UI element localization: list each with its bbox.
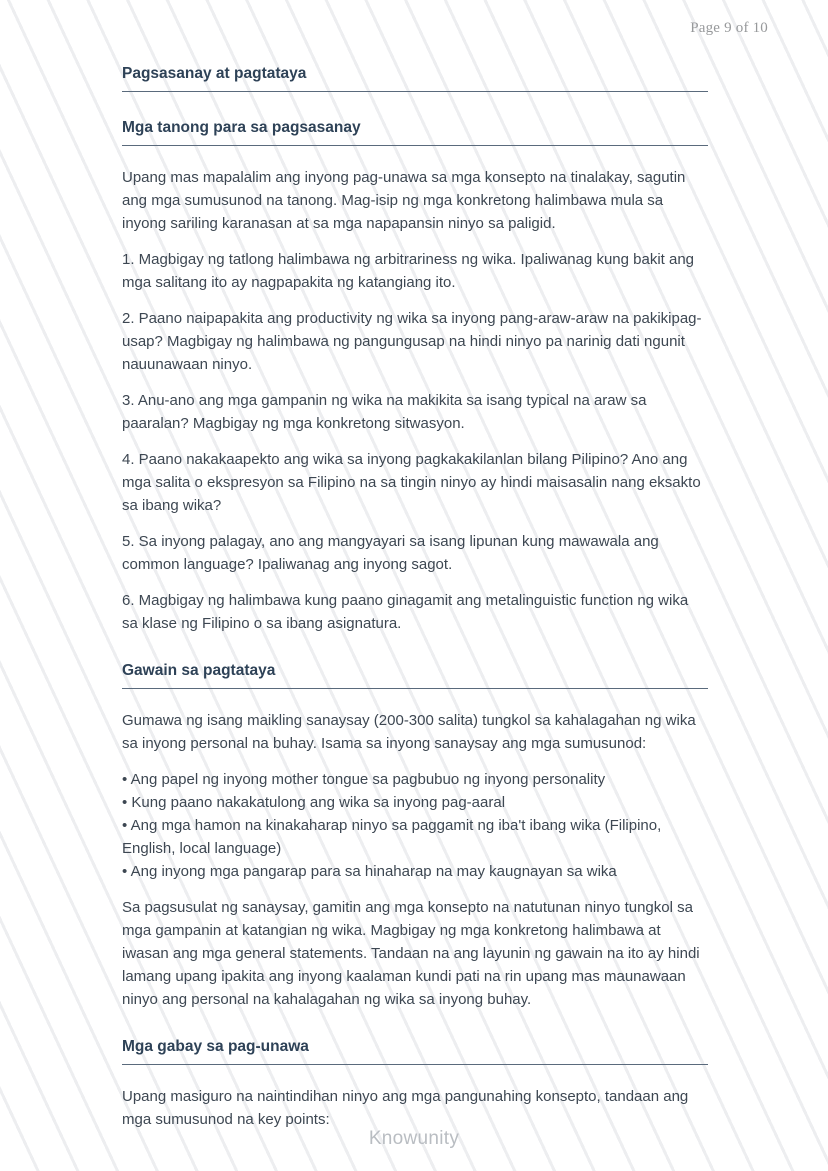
assessment-intro-paragraph: Gumawa ng isang maikling sanaysay (200-300 salita) tungkol sa kahalagahan ng wika sa inyong personal na buhay. Isama sa inyong sanaysay ang mga sumusunod: [122,712,696,752]
section-divider [122,91,708,92]
guide-intro-paragraph: Upang masiguro na naintindihan ninyo ang mga pangunahing konsepto, tandaan ang mga sumusunod na key points: [122,1088,689,1128]
page-number: Page 9 of 10 [690,20,768,36]
section-divider [122,145,708,146]
question-paragraph: 6. Magbigay ng halimbawa kung paano ginagamit ang metalinguistic function ng wika sa klase ng Filipino o sa ibang asignatura. [122,592,689,632]
question-paragraph: 1. Magbigay ng tatlong halimbawa ng arbitrariness ng wika. Ipaliwanag kung bakit ang mga salitang ito ay nagpapakita ng katangiang ito. [122,251,695,291]
section-divider [122,688,708,689]
questions-intro-paragraph: Upang mas mapalalim ang inyong pag-unawa sa mga konsepto na tinalakay, sagutin ang mga sumusunod na tanong. Mag-isip ng mga konkretong halimbawa mula sa inyong sariling karanasan at sa mga napapansin ninyo sa paligid. [122,169,686,232]
section-heading-mga-tanong: Mga tanong para sa pagsasanay [122,119,361,136]
section-divider [122,1064,708,1065]
section-heading-pagsasanay-at-pagtataya: Pagsasanay at pagtataya [122,65,307,82]
section-heading-mga-gabay: Mga gabay sa pag-unawa [122,1038,309,1055]
bullet-list [122,768,708,883]
question-paragraph: 2. Paano naipapakita ang productivity ng wika sa inyong pang-araw-araw na pakikipag-usap? Magbigay ng halimbawa ng pangungusap na hindi ninyo pa narinig dati ngunit nauunawaan ninyo. [122,310,702,373]
question-paragraph: 3. Anu-ano ang mga gampanin ng wika na makikita sa isang typical na araw sa paaralan? Magbigay ng mga konkretong sitwasyon. [122,392,647,432]
question-paragraph: 5. Sa inyong palagay, ano ang mangyayari sa isang lipunan kung mawawala ang common language? Ipaliwanag ang inyong sagot. [122,533,659,573]
page-content [122,64,708,1131]
bullet-item: • Ang inyong mga pangarap para sa hinaharap na may kaugnayan sa wika [122,863,617,880]
assessment-outro-paragraph: Sa pagsusulat ng sanaysay, gamitin ang mga konsepto na natutunan ninyo tungkol sa mga gampanin at katangian ng wika. Magbigay ng mga konkretong halimbawa at iwasan ang mga general statements. Tandaan na ang layunin ng gawain na ito ay hindi lamang upang ipakita ang inyong kaalaman kundi pati na rin upang mas maunawaan ninyo ang personal na kahalagahan ng wika sa inyong buhay. [122,899,700,1008]
bullet-item: • Kung paano nakakatulong ang wika sa inyong pag-aaral [122,794,506,811]
bullet-item: • Ang mga hamon na kinakaharap ninyo sa paggamit ng iba't ibang wika (Filipino, English, local language) [122,817,662,857]
section-heading-gawain-sa-pagtataya: Gawain sa pagtataya [122,662,276,679]
question-paragraph: 4. Paano nakakaapekto ang wika sa inyong pagkakakilanlan bilang Pilipino? Ano ang mga salita o ekspresyon sa Filipino na sa tingin ninyo ay hindi maisasalin nang eksakto sa ibang wika? [122,451,701,514]
bullet-item: • Ang papel ng inyong mother tongue sa pagbubuo ng inyong personality [122,771,606,788]
brand-watermark: Knowunity [368,1128,460,1149]
